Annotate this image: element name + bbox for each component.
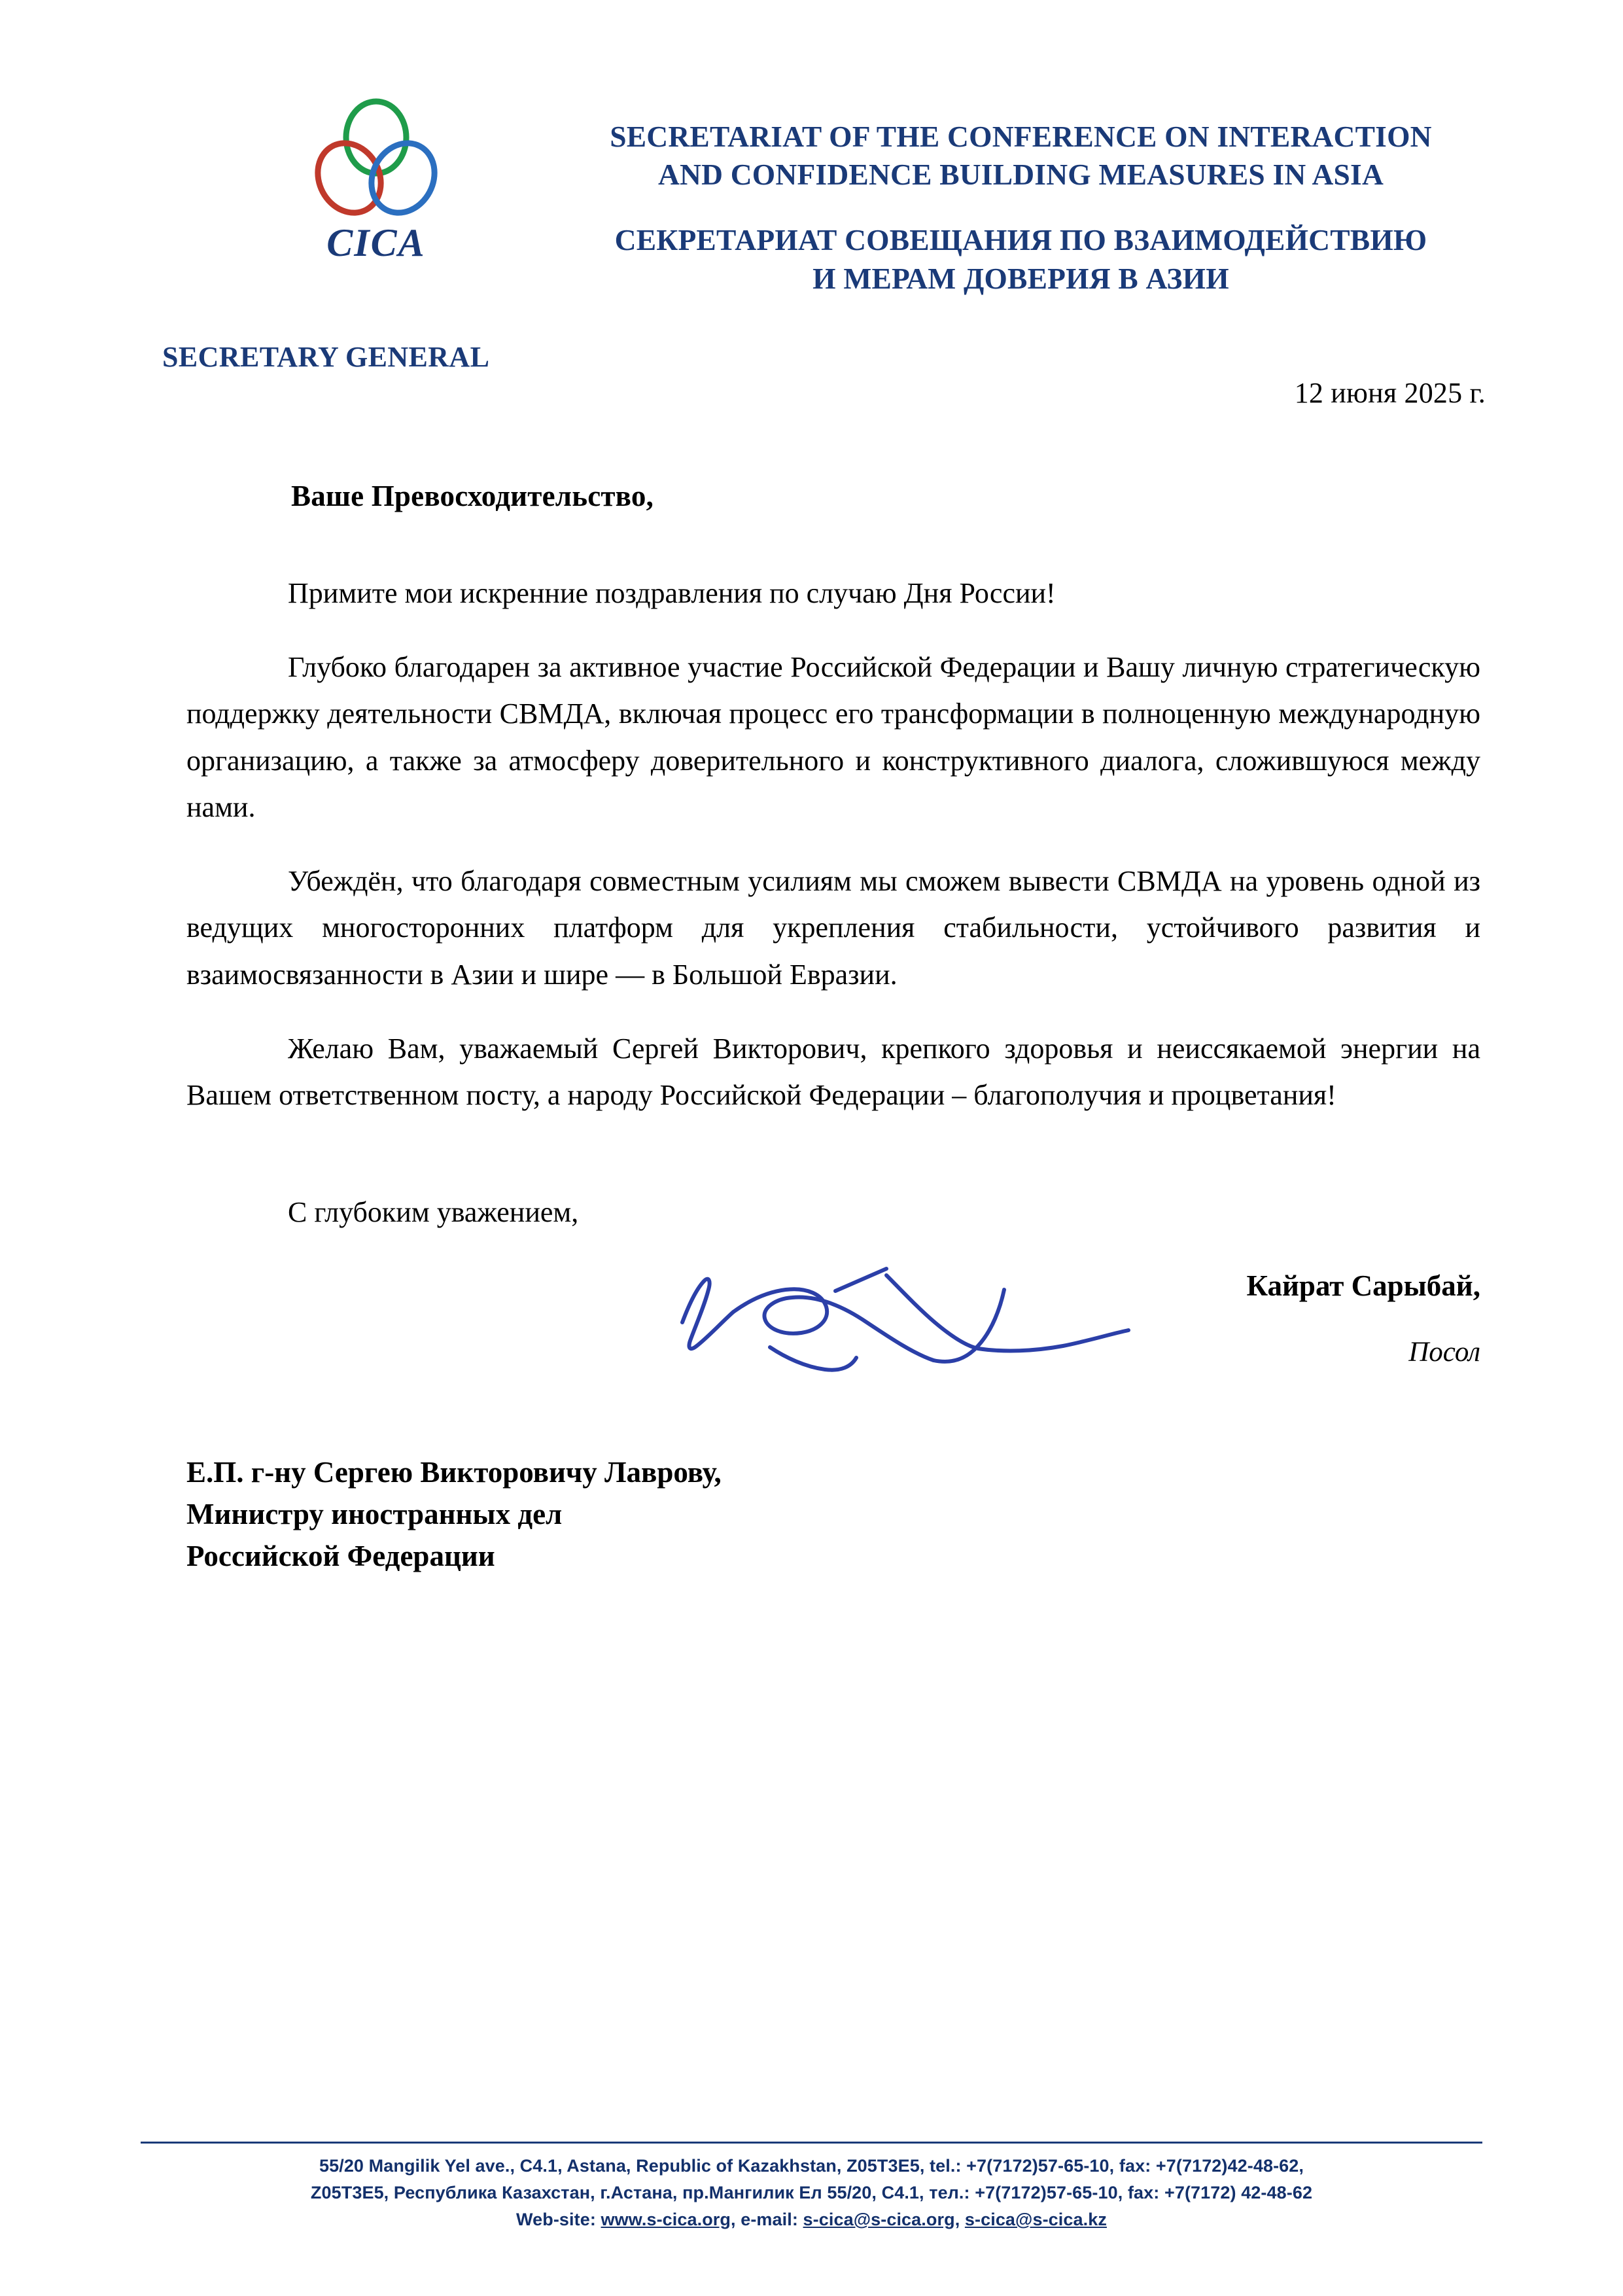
title-en-line1: SECRETARIAT OF THE CONFERENCE ON INTERACTION [610,120,1432,153]
addressee-line-3: Российской Федерации [186,1539,495,1572]
signer-block [1022,1262,1480,1375]
title-en-line2: AND CONFIDENCE BUILDING MEASURES IN ASIA [657,158,1384,192]
footer-contacts [141,2206,1482,2233]
letter-date: 12 июня 2025 г. [1294,376,1486,409]
paragraph-1: Примите мои искренние поздравления по случаю Дня России! [288,576,1056,609]
title-ru-line1: СЕКРЕТАРИАТ СОВЕЩАНИЯ ПО ВЗАИМОДЕЙСТВИЮ [614,223,1427,257]
footer-address-ru: Z05T3E5, Республика Казахстан, г.Астана, пр.Мангилик Ел 55/20, C4.1, тел.: +7(7172)57-65-10, fax: +7(7172) 42-48-62 [310,2182,1313,2202]
signature-zone [186,1243,1480,1413]
footer-email-label: , e-mail: [731,2209,803,2229]
email-link-kz[interactable]: s-cica@s-cica.kz [964,2209,1107,2229]
paragraph-3: Убеждён, что благодаря совместным усилиям мы сможем вывести СВМДА на уровень одной из ведущих многосторонних платформ для укрепления стабильности, устойчивого развития и взаимосвязанности в Азии и шире — в Большой Евразии. [186,865,1480,991]
footer-website-label: Web-site: [516,2209,601,2229]
header-titles [484,98,1544,298]
salutation: Ваше Превосходительство, [291,479,654,512]
addressee-block [0,1452,1623,1578]
letter-body [0,472,1623,1413]
cica-logo [268,98,484,266]
footer-separator: , [954,2209,965,2229]
website-link[interactable]: www.s-cica.org [601,2209,731,2229]
addressee-line-1: Е.П. г-ну Сергею Викторовичу Лаврову, [186,1455,722,1489]
addressee-line-2: Министру иностранных дел [186,1497,563,1530]
footer-address-en: 55/20 Mangilik Yel ave., C4.1, Astana, Republic of Kazakhstan, Z05T3E5, tel.: +7(7172)57-65-10, fax: +7(7172)42-48-62, [319,2155,1304,2176]
signer-name: Кайрат Сарыбай, [1246,1269,1480,1302]
email-link-org[interactable]: s-cica@s-cica.org [803,2209,955,2229]
secretary-general-label: SECRETARY GENERAL [162,341,490,373]
page-footer [0,2142,1623,2233]
cica-logo-wordmark: CICA [326,221,426,264]
letterhead-header [0,0,1623,298]
footer-divider [141,2142,1482,2144]
paragraph-2: Глубоко благодарен за активное участие Российской Федерации и Вашу личную стратегическую поддержку деятельности СВМДА, включая процесс его трансформации в полноценную международную организацию, а также за атмосферу доверительного и конструктивного диалога, сложившуюся между нами. [186,651,1480,823]
signer-role: Посол [1408,1336,1480,1368]
title-en [497,118,1544,194]
cica-three-rings-logo [301,98,451,226]
title-ru-line2: И МЕРАМ ДОВЕРИЯ В АЗИИ [812,261,1229,295]
closing-line: С глубоким уважением, [288,1196,579,1229]
title-ru [497,221,1544,297]
paragraph-4: Желаю Вам, уважаемый Сергей Викторович, крепкого здоровья и неиссякаемой энергии на Вашем ответственном посту, а народу Российской Федерации – благополучия и процветания! [186,1032,1480,1112]
